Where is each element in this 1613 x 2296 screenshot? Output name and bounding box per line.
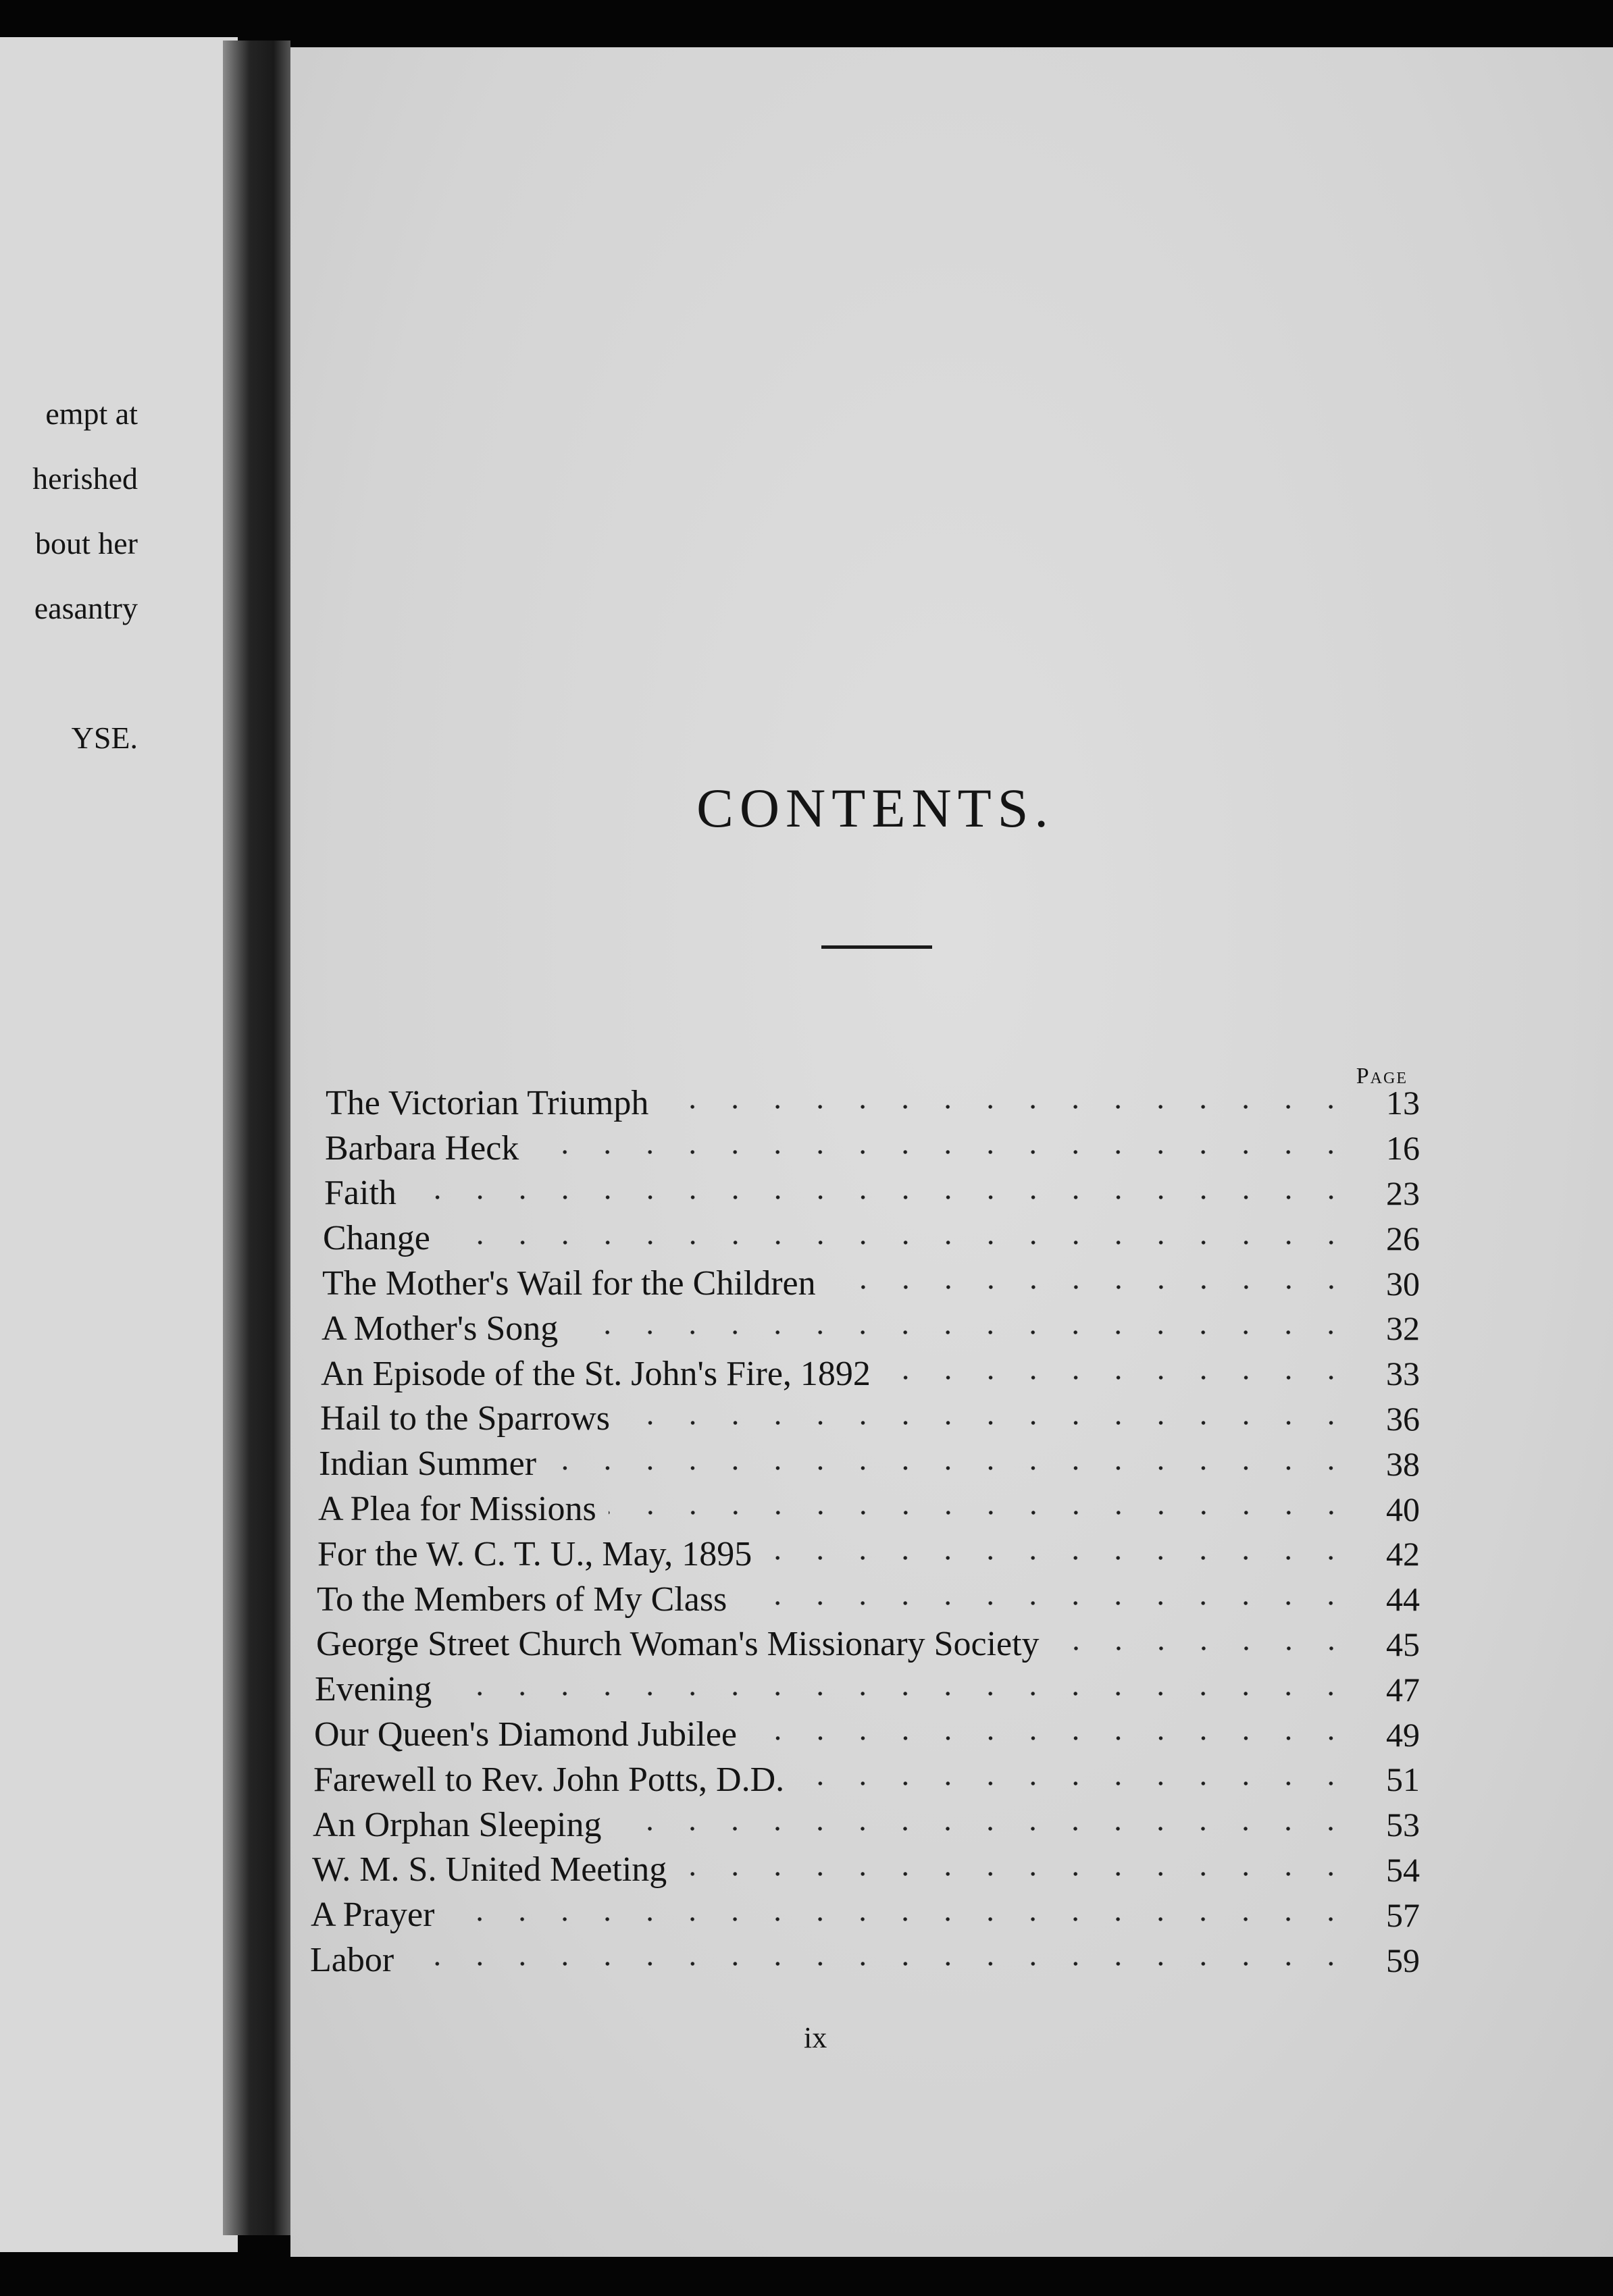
toc-entry-title: Our Queen's Diamond Jubilee — [314, 1715, 738, 1754]
dot-leader — [446, 1892, 1352, 1937]
toc-entry-page: 47 — [1386, 1670, 1420, 1708]
toc-entry-title: George Street Church Woman's Missionary Society — [316, 1625, 1040, 1664]
dot-leader — [828, 1261, 1352, 1306]
left-page-text — [32, 382, 138, 771]
toc-entry — [310, 1937, 1420, 1983]
toc-entry — [320, 1397, 1420, 1442]
dot-leader — [531, 1126, 1352, 1171]
toc-entry-page: 13 — [1386, 1084, 1420, 1122]
toc-entry-page: 44 — [1386, 1580, 1420, 1619]
page-title: CONTENTS. — [696, 777, 1054, 839]
dot-leader — [570, 1306, 1352, 1351]
page-number: ix — [804, 2021, 827, 2054]
toc-entry — [323, 1216, 1420, 1261]
toc-entry-page: 36 — [1386, 1399, 1420, 1438]
dot-leader — [764, 1532, 1352, 1577]
dot-leader — [796, 1757, 1352, 1802]
title-rule — [821, 945, 932, 949]
toc-entry — [322, 1306, 1420, 1351]
toc-entry-title: Hail to the Sparrows — [320, 1399, 610, 1438]
toc-entry — [311, 1892, 1420, 1937]
toc-entry — [313, 1757, 1420, 1802]
toc-entry-page: 45 — [1386, 1625, 1420, 1663]
toc-entry-page: 33 — [1386, 1355, 1420, 1393]
toc-entry-page: 26 — [1386, 1219, 1420, 1257]
toc-entry-title: A Mother's Song — [322, 1309, 559, 1348]
toc-entry-page: 59 — [1386, 1941, 1420, 1979]
page-column-label: Page — [1356, 1064, 1408, 1089]
dot-leader — [679, 1848, 1352, 1893]
toc-entry-title: Faith — [324, 1174, 396, 1213]
toc-entry-title: For the W. C. T. U., May, 1895 — [317, 1534, 752, 1573]
right-page — [290, 47, 1613, 2257]
toc-entry — [313, 1802, 1420, 1848]
toc-entry — [324, 1171, 1420, 1216]
dot-leader — [749, 1712, 1352, 1757]
toc-entry — [317, 1532, 1420, 1577]
toc-entry — [326, 1080, 1420, 1126]
table-of-contents — [310, 1080, 1420, 1983]
dot-leader — [622, 1397, 1352, 1442]
left-page-line: herished — [32, 461, 138, 496]
toc-entry-title: An Orphan Sleeping — [313, 1805, 602, 1844]
left-page-line: empt at — [45, 396, 138, 431]
toc-entry — [325, 1126, 1420, 1171]
toc-entry-page: 32 — [1386, 1309, 1420, 1348]
dot-leader — [406, 1937, 1352, 1983]
toc-entry-page: 54 — [1386, 1850, 1420, 1889]
book-gutter — [223, 41, 290, 2235]
dot-leader — [739, 1577, 1352, 1622]
dot-leader — [613, 1802, 1352, 1848]
toc-entry-page: 23 — [1386, 1174, 1420, 1212]
dot-leader — [883, 1351, 1352, 1397]
dot-leader — [661, 1080, 1352, 1126]
toc-entry-page: 51 — [1386, 1760, 1420, 1799]
toc-entry — [312, 1848, 1420, 1893]
toc-entry-title: The Mother's Wail for the Children — [322, 1264, 816, 1303]
toc-entry — [317, 1577, 1420, 1622]
toc-entry-title: W. M. S. United Meeting — [312, 1850, 667, 1889]
toc-entry-page: 53 — [1386, 1806, 1420, 1844]
left-page — [0, 37, 238, 2252]
toc-entry-title: Farewell to Rev. John Potts, D.D. — [313, 1760, 785, 1799]
toc-entry-title: A Plea for Missions — [318, 1490, 596, 1529]
toc-entry-page: 57 — [1386, 1896, 1420, 1934]
dot-leader — [1052, 1622, 1352, 1667]
toc-entry-page: 40 — [1386, 1490, 1420, 1528]
left-page-line: easantry — [34, 591, 138, 625]
toc-entry-page: 30 — [1386, 1264, 1420, 1303]
toc-entry-title: Indian Summer — [319, 1444, 537, 1484]
toc-entry — [322, 1261, 1420, 1306]
left-page-line: bout her — [34, 526, 138, 560]
toc-entry — [316, 1622, 1420, 1667]
toc-entry — [319, 1441, 1420, 1486]
left-page-line — [32, 641, 138, 706]
dot-leader — [444, 1667, 1352, 1712]
toc-entry-page: 16 — [1386, 1129, 1420, 1168]
dot-leader — [548, 1441, 1352, 1486]
toc-entry — [315, 1667, 1420, 1712]
toc-entry-title: An Episode of the St. John's Fire, 1892 — [321, 1354, 871, 1393]
dot-leader — [409, 1171, 1352, 1216]
toc-entry-page: 38 — [1386, 1444, 1420, 1483]
toc-entry-title: The Victorian Triumph — [326, 1083, 649, 1122]
toc-entry-title: Evening — [315, 1670, 432, 1709]
toc-entry-page: 49 — [1386, 1715, 1420, 1754]
left-page-line: YSE. — [71, 721, 138, 755]
dot-leader — [442, 1216, 1352, 1261]
toc-entry-title: Barbara Heck — [325, 1128, 519, 1168]
toc-entry-title: To the Members of My Class — [317, 1580, 727, 1619]
dot-leader — [609, 1486, 1352, 1532]
toc-entry — [318, 1486, 1420, 1532]
toc-entry-title: Change — [323, 1219, 430, 1258]
toc-entry-page: 42 — [1386, 1535, 1420, 1573]
toc-entry-title: A Prayer — [311, 1896, 435, 1935]
toc-entry — [314, 1712, 1420, 1757]
toc-entry — [321, 1351, 1420, 1397]
toc-entry-title: Labor — [310, 1941, 394, 1980]
